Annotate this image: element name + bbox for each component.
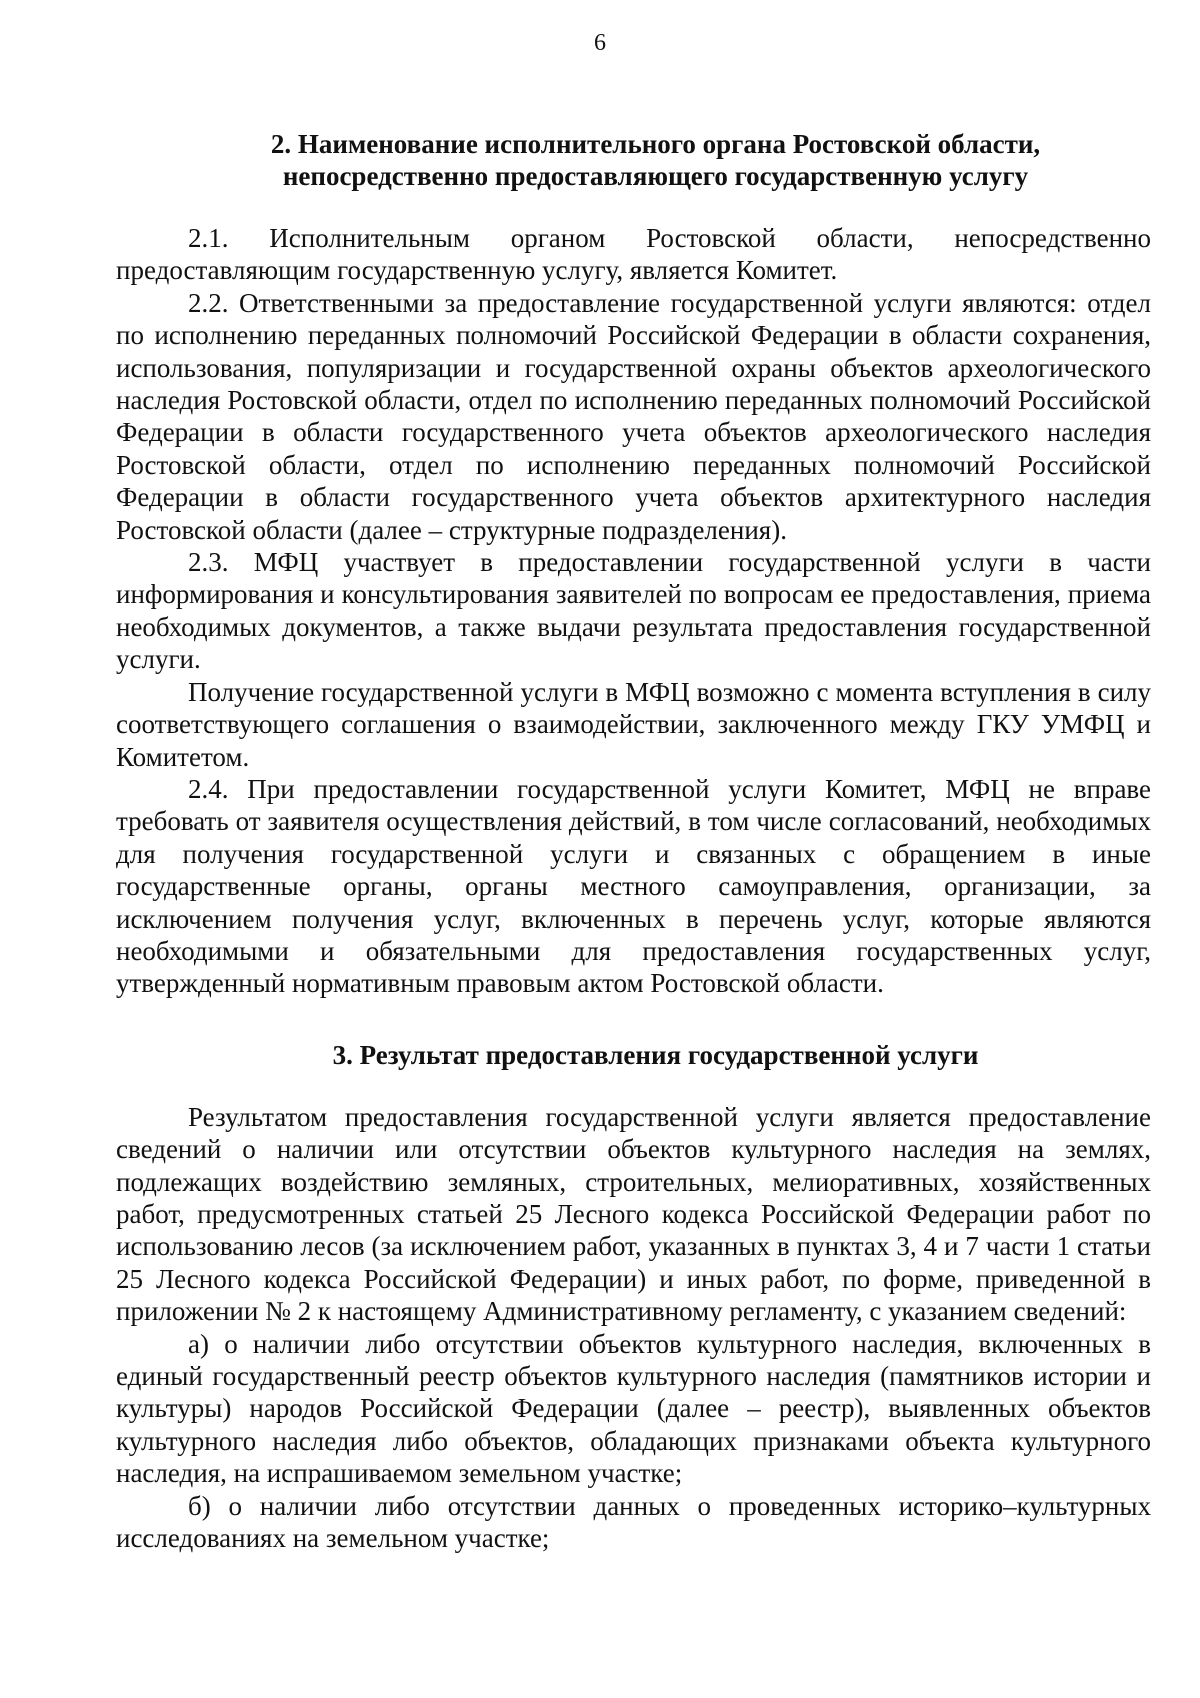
document-body [116,128,1151,1554]
section-3-body [116,1101,1151,1555]
section-2-title-line-2: непосредственно предоставляющего государственную услугу [282,161,1029,191]
section-2-title [116,128,1151,192]
paragraph-3-result: Результатом предоставления государственной услуги является предоставление сведений о наличии или отсутствии объектов культурного наследия на землях, подлежащих воздействию земляных, строительных, мелиоративных, хозяйственных работ, предусмотренных статьей 25 Лесного кодекса Российской Федерации работ по использованию лесов (за исключением работ, указанных в пунктах 3, 4 и 7 части 1 статьи 25 Лесного кодекса Российской Федерации) и иных работ, по форме, приведенной в приложении № 2 к настоящему Административному регламенту, с указанием сведений: [116,1101,1151,1327]
paragraph-2-2: 2.2. Ответственными за предоставление государственной услуги являются: отдел по исполнению переданных полномочий Российской Федерации в области сохранения, использования, популяризации и государственной охраны объектов археологического наследия Ростовской области, отдел по исполнению переданных полномочий Российской Федерации в области государственного учета объектов археологического наследия Ростовской области, отдел по исполнению переданных полномочий Российской Федерации в области государственного учета объектов архитектурного наследия Ростовской области (далее – структурные подразделения). [116,287,1151,545]
paragraph-3-a: а) о наличии либо отсутствии объектов культурного наследия, включенных в единый государственный реестр объектов культурного наследия (памятников истории и культуры) народов Российской Федерации (далее – реестр), выявленных объектов культурного наследия либо объектов, обладающих признаками объекта культурного наследия, на испрашиваемом земельном участке; [116,1328,1151,1489]
paragraph-2-4: 2.4. При предоставлении государственной услуги Комитет, МФЦ не вправе требовать от заявителя осуществления действий, в том числе согласований, необходимых для получения государственной услуги и связанных с обращением в иные государственные органы, органы местного самоуправления, организации, за исключением получения услуг, включенных в перечень услуг, которые являются необходимыми и обязательными для предоставления государственных услуг, утвержденный нормативным правовым актом Ростовской области. [116,773,1151,999]
section-2-body [116,222,1151,1000]
paragraph-2-3: 2.3. МФЦ участвует в предоставлении государственной услуги в части информирования и консультирования заявителей по вопросам ее предоставления, приема необходимых документов, а также выдачи результата предоставления государственной услуги. [116,547,1151,675]
paragraph-mfc-note: Получение государственной услуги в МФЦ возможно с момента вступления в силу соответствующего соглашения о взаимодействии, заключенного между ГКУ УМФЦ и Комитетом. [116,676,1151,772]
page-number: 6 [594,30,606,56]
section-2-title-line-1: 2. Наименование исполнительного органа Ростовской области, [270,129,1041,159]
paragraph-3-b: б) о наличии либо отсутствии данных о проведенных историко–культурных исследованиях на земельном участке; [116,1490,1151,1554]
section-3-title: 3. Результат предоставления государственной услуги [332,1039,979,1070]
paragraph-2-1: 2.1. Исполнительным органом Ростовской области, непосредственно предоставляющим государственную услугу, является Комитет. [116,223,1151,286]
